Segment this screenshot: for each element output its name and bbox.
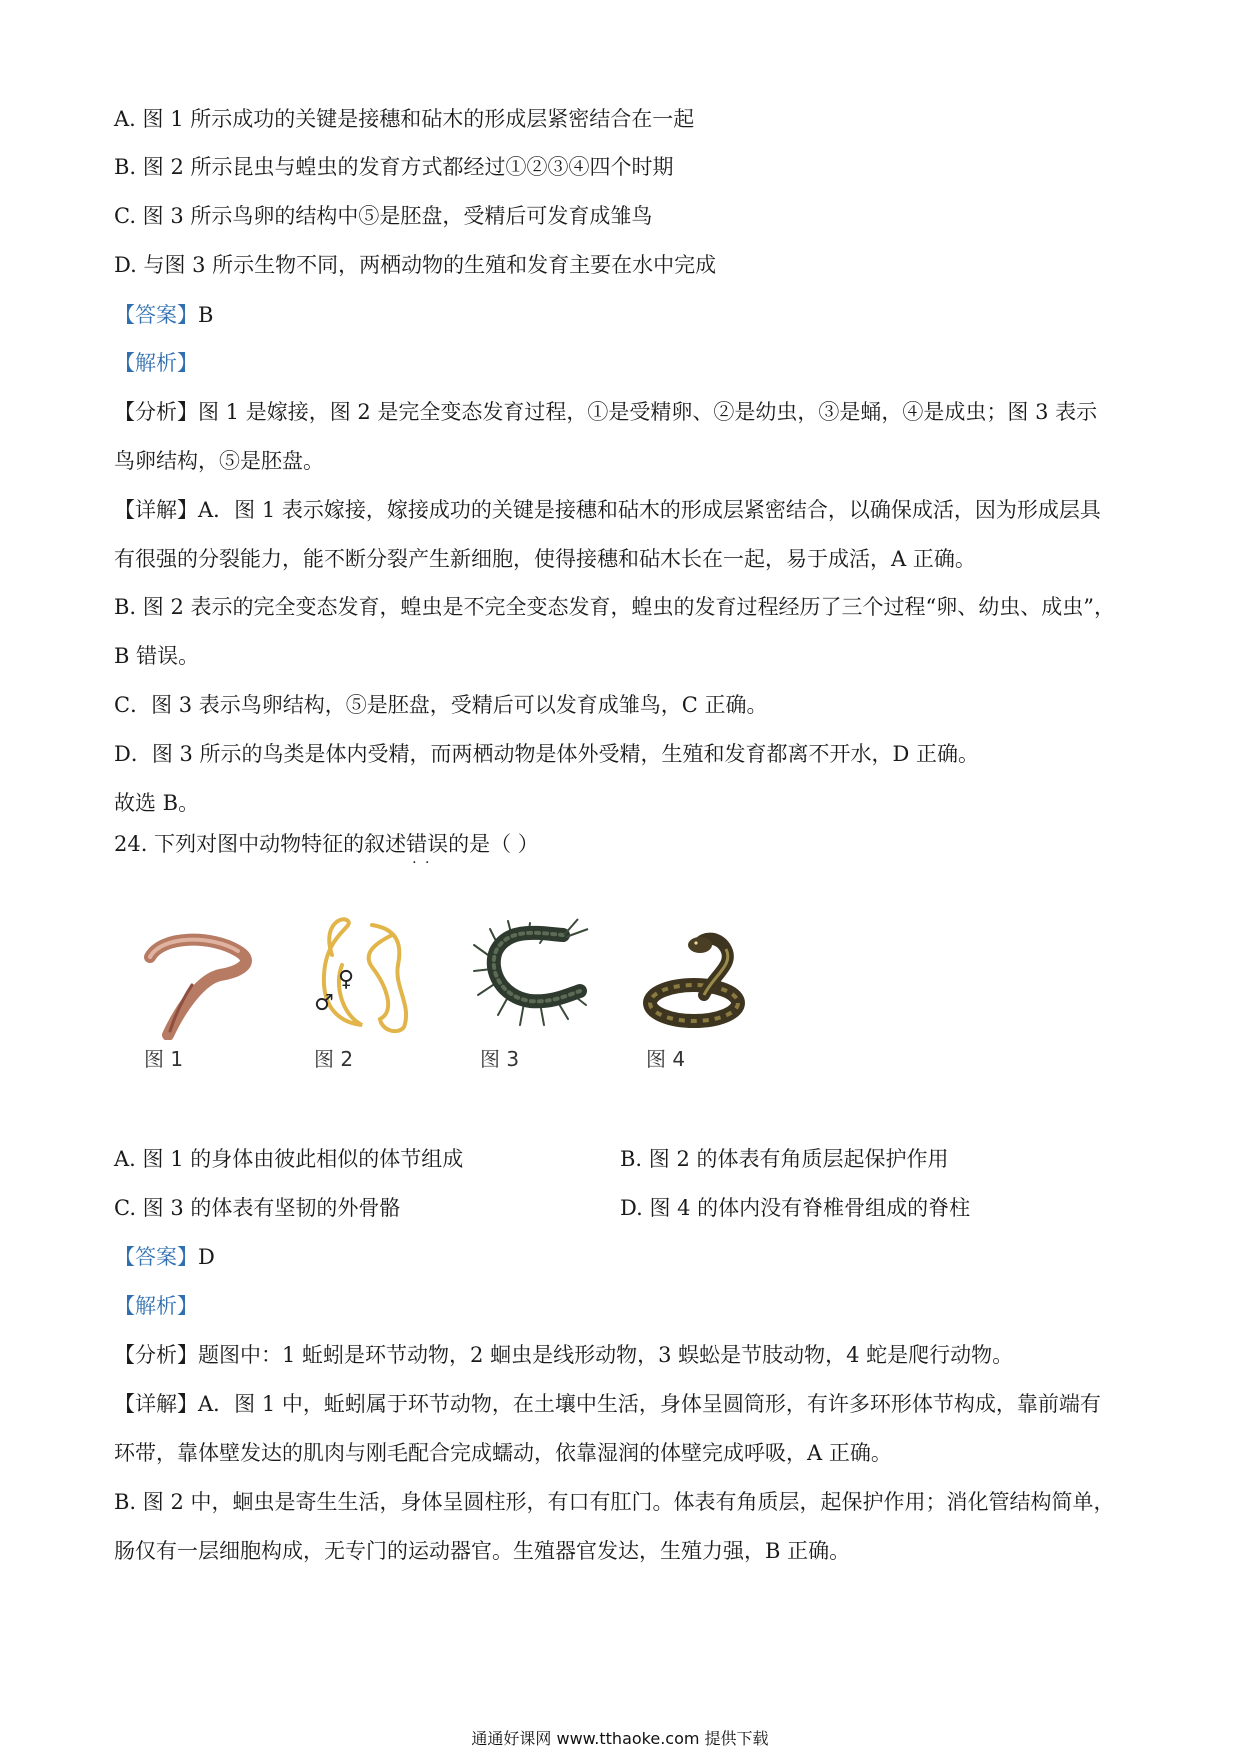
figure-1 xyxy=(132,915,272,1071)
q24-option-c: C. 图 3 的体表有坚韧的外骨骼 xyxy=(114,1196,401,1220)
q23-detail-b-line-1: B. 图 2 表示的完全变态发育，蝗虫是不完全变态发育，蝗虫的发育过程经历了三个过程“卵、幼虫、成虫”， xyxy=(114,595,1115,619)
answer-label: 【答案】 xyxy=(114,1245,198,1269)
detail-label: 【详解】 xyxy=(114,1392,198,1416)
fenxi-text: 题图中：1 蚯蚓是环节动物，2 蛔虫是线形动物，3 蜈蚣是节肢动物，4 蛇是爬行动物。 xyxy=(198,1343,1014,1367)
male-symbol: ♂ xyxy=(314,991,334,1016)
figure-2 xyxy=(302,915,442,1071)
q24-detail-a-line-2: 环带，靠体壁发达的肌肉与刚毛配合完成蠕动，依靠湿润的体壁完成呼吸，A 正确。 xyxy=(114,1441,892,1465)
figure-2-caption: 图 2 xyxy=(314,1047,354,1071)
q24-answer xyxy=(114,1242,215,1272)
q23-option-b: B. 图 2 所示昆虫与蝗虫的发育方式都经过①②③④四个时期 xyxy=(114,155,674,179)
q24-stem-emphasis: 错误 · · xyxy=(406,832,448,856)
centipede-icon xyxy=(468,915,608,1040)
q23-detail-d: D．图 3 所示的鸟类是体内受精，而两栖动物是体外受精，生殖和发育都离不开水，D 正确。 xyxy=(114,742,980,766)
answer-label: 【答案】 xyxy=(114,303,198,327)
female-symbol: ♀ xyxy=(338,967,355,992)
figure-3 xyxy=(468,915,608,1071)
snake-icon xyxy=(634,915,774,1040)
figure-4 xyxy=(634,915,774,1071)
q24-option-a: A. 图 1 的身体由彼此相似的体节组成 xyxy=(114,1147,464,1171)
fenxi-label: 【分析】 xyxy=(114,1343,198,1367)
q23-option-a: A. 图 1 所示成功的关键是接穗和砧木的形成层紧密结合在一起 xyxy=(114,107,695,131)
earthworm-icon xyxy=(132,915,272,1040)
q24-detail-a-line-1 xyxy=(114,1389,1101,1419)
figure-3-caption: 图 3 xyxy=(480,1047,520,1071)
q23-conclusion: 故选 B。 xyxy=(114,791,200,815)
fenxi-text: 图 1 是嫁接，图 2 是完全变态发育过程，①是受精卵、②是幼虫，③是蛹，④是成虫；图 3 表示 xyxy=(198,400,1098,424)
answer-value: D xyxy=(198,1245,215,1269)
fenxi-label: 【分析】 xyxy=(114,400,198,424)
q23-option-c: C. 图 3 所示鸟卵的结构中⑤是胚盘，受精后可发育成雏鸟 xyxy=(114,204,653,228)
page-footer: 通通好课网 www.tthaoke.com 提供下载 xyxy=(471,1729,769,1748)
roundworm-icon xyxy=(302,915,442,1040)
q23-fenxi-line-2: 鸟卵结构，⑤是胚盘。 xyxy=(114,449,324,473)
q24-detail-b-line-1: B. 图 2 中，蛔虫是寄生生活，身体呈圆柱形，有口有肛门。体表有角质层，起保护作用；消化管结构简单， xyxy=(114,1490,1115,1514)
q23-fenxi-line-1 xyxy=(114,397,1097,427)
q23-answer xyxy=(114,300,213,330)
q24-option-d: D. 图 4 的体内没有脊椎骨组成的脊柱 xyxy=(620,1196,971,1220)
figure-1-caption: 图 1 xyxy=(144,1047,184,1071)
q23-detail-a-line-2: 有很强的分裂能力，能不断分裂产生新细胞，使得接穗和砧木长在一起，易于成活，A 正确。 xyxy=(114,547,976,571)
q23-option-d: D. 与图 3 所示生物不同，两栖动物的生殖和发育主要在水中完成 xyxy=(114,253,717,277)
figure-4-caption: 图 4 xyxy=(646,1047,686,1071)
q24-stem-after: 的是（ ） xyxy=(448,832,539,856)
q23-detail-a-line-1 xyxy=(114,495,1101,525)
detail-label: 【详解】 xyxy=(114,498,198,522)
q24-stem xyxy=(114,829,539,859)
q24-detail-b-line-2: 肠仅有一层细胞构成，无专门的运动器官。生殖器官发达，生殖力强，B 正确。 xyxy=(114,1539,851,1563)
q23-analysis-label: 【解析】 xyxy=(114,351,198,375)
q24-option-b: B. 图 2 的体表有角质层起保护作用 xyxy=(620,1147,949,1171)
q24-stem-before: 24. 下列对图中动物特征的叙述 xyxy=(114,832,407,856)
q23-detail-c: C．图 3 表示鸟卵结构，⑤是胚盘，受精后可以发育成雏鸟，C 正确。 xyxy=(114,693,768,717)
detail-text: A．图 1 表示嫁接，嫁接成功的关键是接穗和砧木的形成层紧密结合，以确保成活，因为形成层具 xyxy=(198,498,1101,522)
q23-detail-b-line-2: B 错误。 xyxy=(114,644,200,668)
q24-analysis-label: 【解析】 xyxy=(114,1294,198,1318)
q24-fenxi xyxy=(114,1340,1013,1370)
detail-text: A．图 1 中，蚯蚓属于环节动物，在土壤中生活，身体呈圆筒形，有许多环形体节构成，靠前端有 xyxy=(198,1392,1101,1416)
answer-value: B xyxy=(198,303,214,327)
